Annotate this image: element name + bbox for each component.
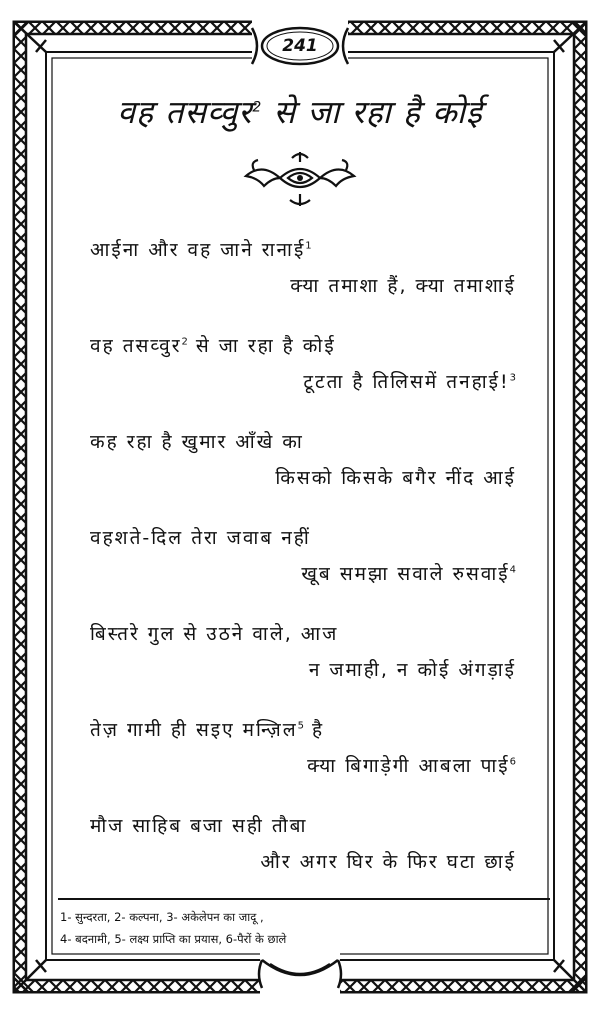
line-text: कह रहा है खुमार आँखे का (90, 431, 304, 453)
floral-ornament (240, 148, 360, 208)
line-text: बिस्तरे गुल से उठने वाले, आज (90, 623, 339, 645)
couplet-line (309, 656, 516, 682)
line-text: आईना और वह जाने रानाई (90, 239, 306, 261)
couplet-line (303, 368, 516, 394)
couplet-line (90, 236, 312, 262)
couplet-line (90, 524, 311, 550)
line-text-rest: है (303, 719, 325, 741)
title-text: वह तसव्वुर (117, 93, 253, 131)
line-text: क्या बिगाड़ेगी आबला पाई (307, 755, 510, 777)
title-text-rest: से जा रहा है कोई (262, 93, 483, 131)
footnote-marker: 3 (509, 372, 516, 384)
couplet-6 (90, 716, 520, 812)
footnote-marker: 6 (509, 756, 516, 768)
line-text: क्या तमाशा हैं, क्या तमाशाई (290, 275, 516, 297)
couplet-line (301, 560, 516, 586)
page-number: 241 (282, 36, 318, 56)
couplet-line (275, 464, 516, 490)
couplet-line (90, 428, 304, 454)
line-text: और अगर घिर के फिर घटा छाई (260, 851, 516, 873)
line-text: मौज साहिब बजा सही तौबा (90, 815, 308, 837)
couplet-3 (90, 428, 520, 524)
footnote-marker: 4 (509, 564, 516, 576)
couplet-line (290, 272, 516, 298)
couplet-line (90, 332, 336, 358)
line-text: टूटता है तिलिसमें तनहाई! (303, 371, 510, 393)
couplet-4 (90, 524, 520, 620)
couplet-5 (90, 620, 520, 716)
couplet-line (260, 848, 516, 874)
couplet-line (307, 752, 516, 778)
footnote-marker: 5 (297, 720, 304, 732)
footnote-line-2: 4- बदनामी, 5- लक्ष्य प्राप्ति का प्रयास, 6-पैरों के छाले (60, 932, 287, 946)
footnote-divider (58, 898, 550, 900)
line-text: वहशते-दिल तेरा जवाब नहीं (90, 527, 311, 549)
couplet-7 (90, 812, 520, 908)
title-footnote-marker: 2 (252, 99, 263, 116)
footnotes (60, 906, 550, 950)
couplet-line (90, 812, 307, 838)
line-text: वह तसव्वुर (90, 335, 182, 357)
footnote-marker: 1 (305, 240, 312, 252)
poem-body (90, 236, 520, 908)
couplet-line (90, 716, 324, 742)
footnote-line-1: 1- सुन्दरता, 2- कल्पना, 3- अकेलेपन का जादू , (60, 910, 264, 924)
line-text: खूब समझा सवाले रुसवाई (301, 563, 510, 585)
couplet-2 (90, 332, 520, 428)
couplet-1 (90, 236, 520, 332)
couplet-line (90, 620, 338, 646)
footnote-marker: 2 (181, 336, 188, 348)
poem-title (70, 90, 530, 133)
line-text-rest: से जा रहा है कोई (187, 335, 336, 357)
line-text: तेज़ गामी ही सइए मन्ज़िल (90, 719, 298, 741)
line-text: न जमाही, न कोई अंगड़ाई (308, 659, 516, 681)
line-text: किसको किसके बगैर नींद आई (275, 467, 516, 489)
